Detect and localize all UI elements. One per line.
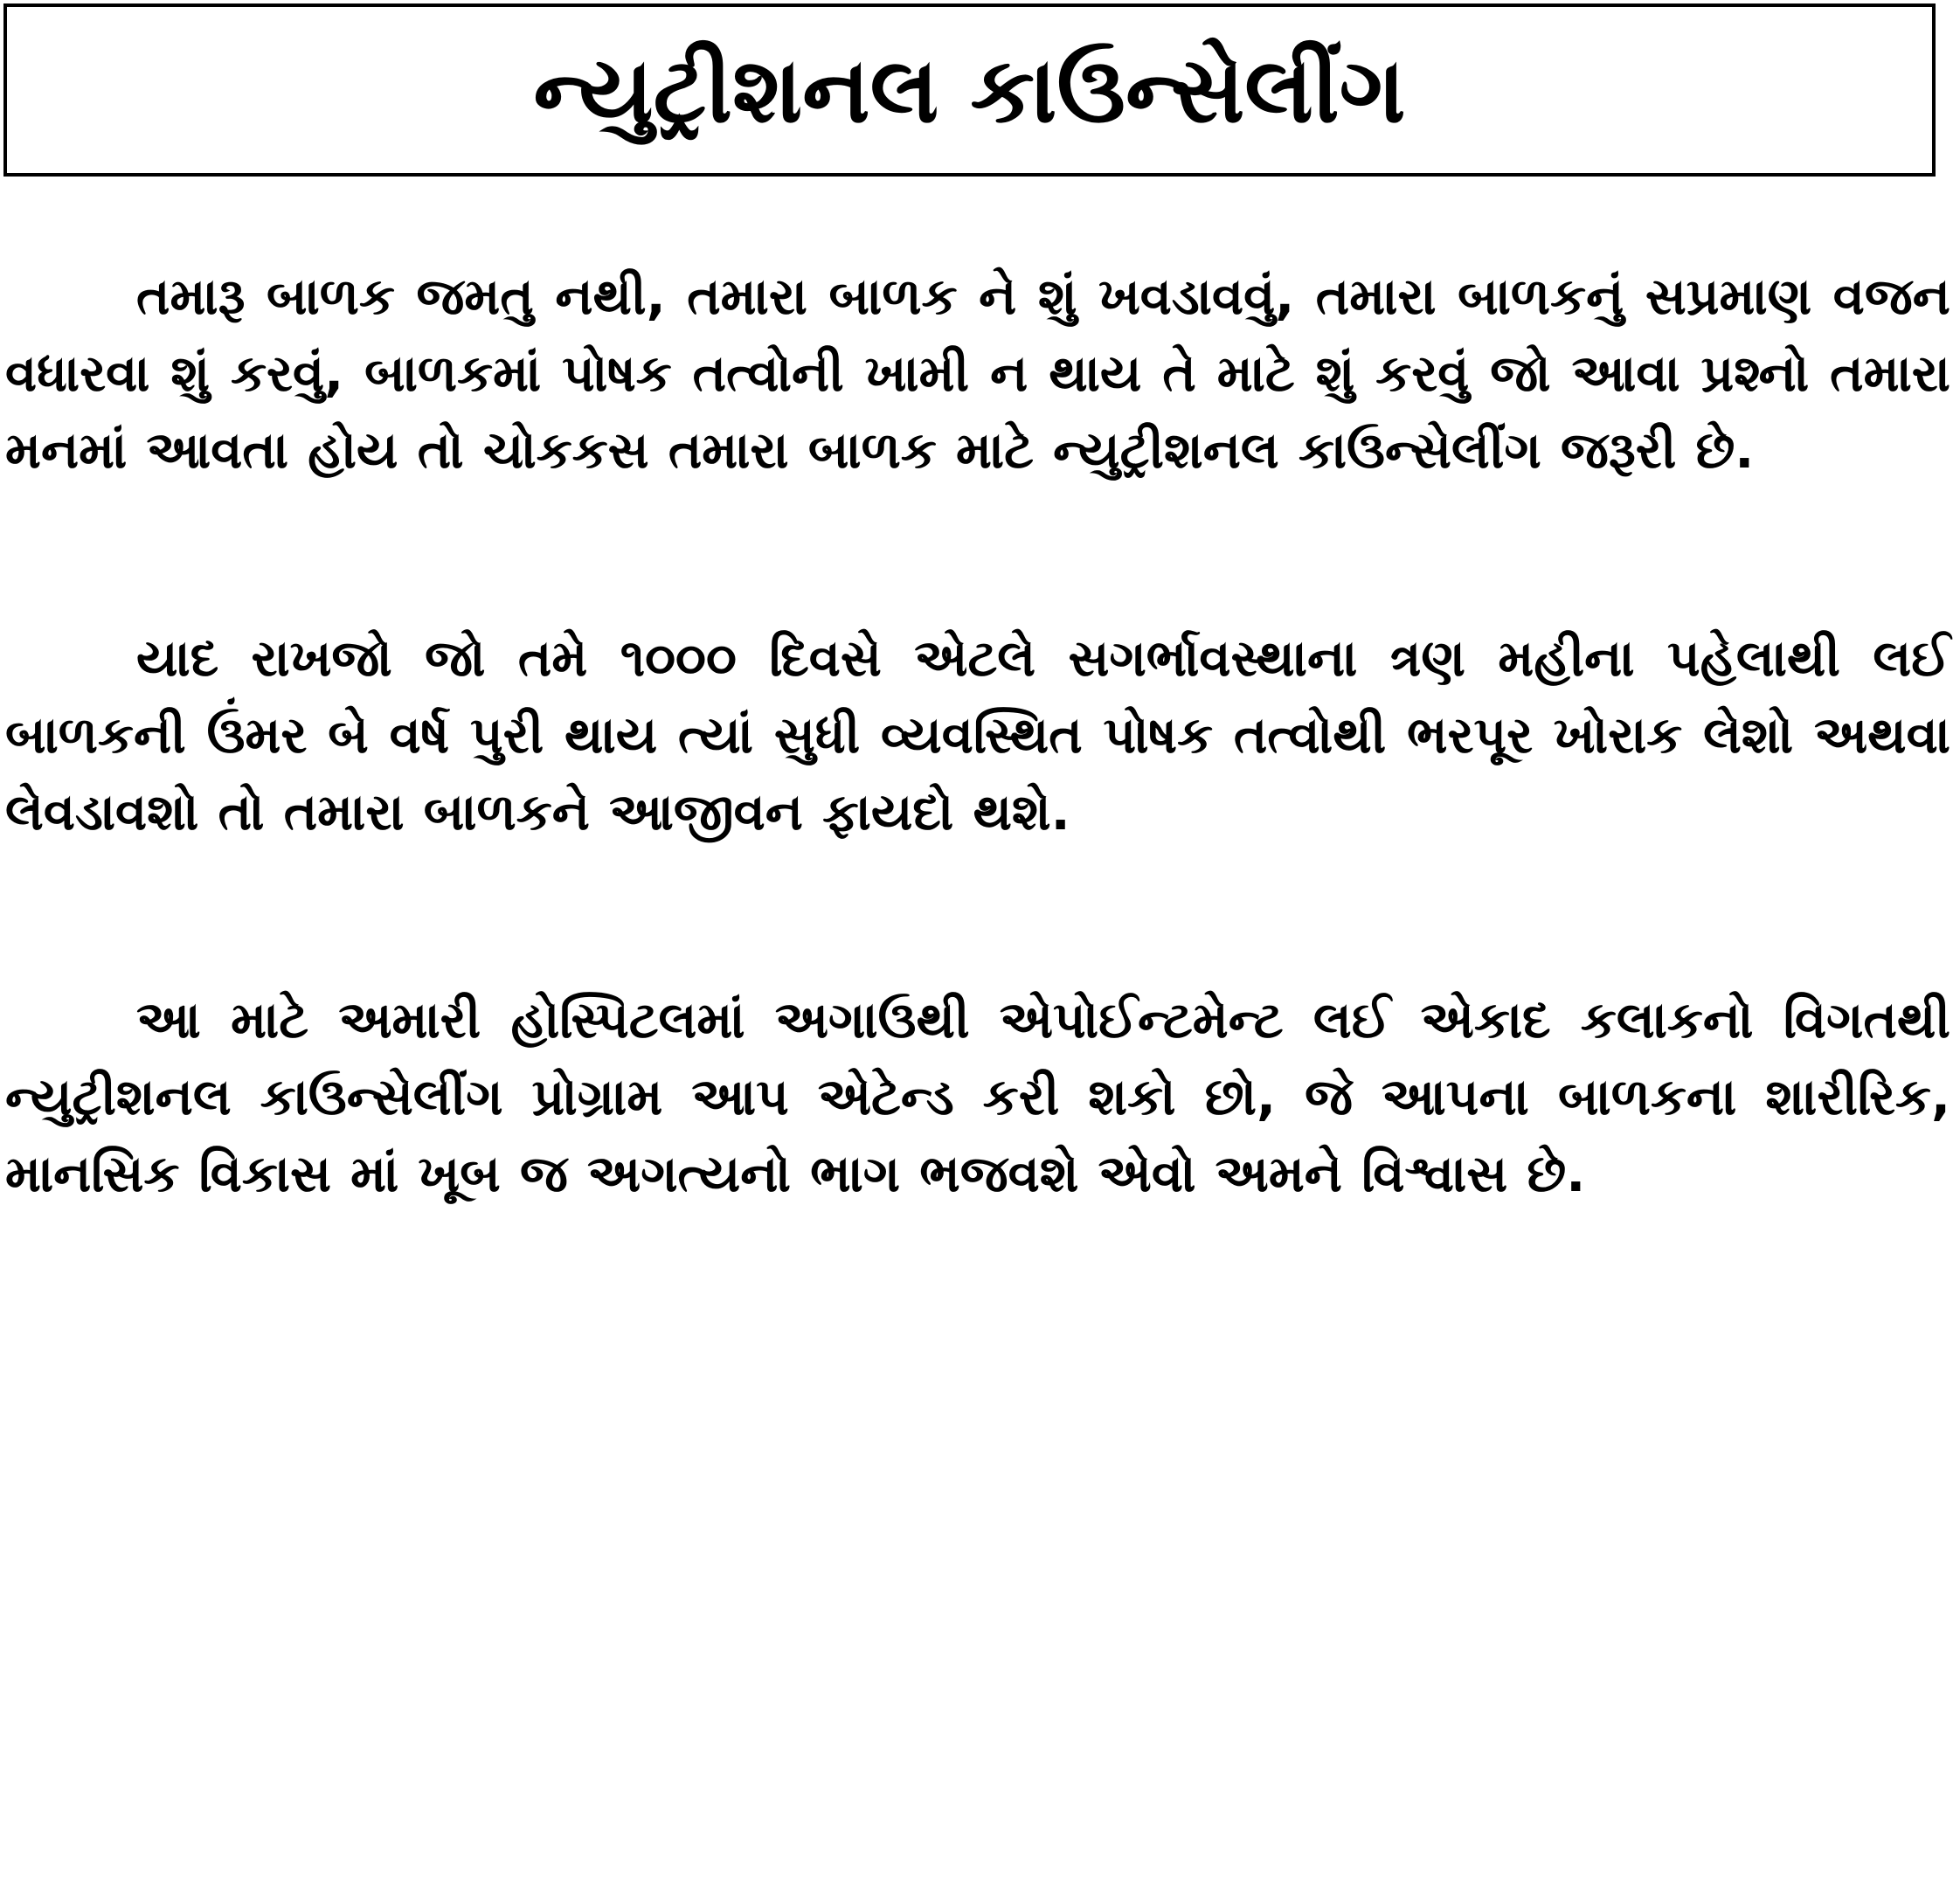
page-title: ન્યુટ્રીશનલ કાઉન્સેલીંગ (533, 37, 1406, 143)
title-box (3, 3, 1936, 177)
paragraph-1: તમારૂ બાળક જમતુ નથી, તમારા બાળક ને શું ખવડાવવું, તમારા બાળકનું સપ્રમાણ વજન વધારવા શું કરવું, બાળકમાં પોષક તત્વોની ખામી ન થાય તે માટે શું કરવું જો આવા પ્રશ્નો તમારા મનમાં આવતા હોય તો ચોકકસ તમારા બાળક માટે ન્યુટ્રીશનલ કાઉન્સેલીંગ જરૂરી છે. (5, 267, 1950, 480)
paragraph-3: આ માટે અમારી હોસ્પિટલમાં અગાઉથી એપોઈન્ટમેન્ટ લઈ એકાદ કલાકનો વિગતથી ન્યુટ્રીશનલ કાઉન્સેલીંગ પ્રોગ્રામ આપ એટેન્ડ કરી શકો છો, જે આપના બાળકના શારીરિક, માનસિક વિકાસ માં ખૂબ જ અગત્યનો ભાગ ભજવશે એવો અમને વિશ્વાસ છે. (5, 990, 1950, 1203)
body-content (5, 258, 1950, 1212)
paragraph-2: યાદ રાખજો જો તમે ૧૦૦૦ દિવસે એટલે સગર્ભાવસ્થાના ત્રણ મહીના પહેલાથી લઈ બાળકની ઉંમર બે વર્ષ પુરી થાય ત્યાં સુધી વ્યવસ્થિત પોષક તત્વોથી ભરપૂર ખોરાક લેશો અથવા લેવડાવશો તો તમારા બાળકને આજીવન ફાયદો થશે. (5, 628, 1950, 842)
